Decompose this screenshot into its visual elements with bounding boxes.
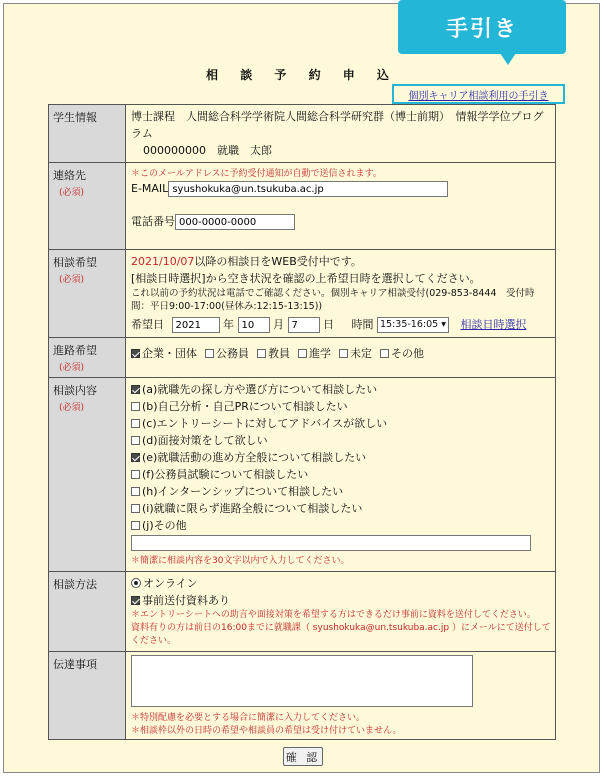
guide-link[interactable]: 個別キャリア相談利用の手引き [392,84,565,104]
content-item[interactable] [131,449,551,466]
content-item-label: (j)その他 [142,519,187,532]
career-option[interactable] [339,347,372,360]
student-id-name: 000000000 就職 太郎 [143,144,272,157]
career-option[interactable] [205,347,249,360]
content-item-label: (b)自己分析・自己PRについて相談したい [142,400,348,413]
application-form [48,104,556,740]
confirm-button[interactable]: 確 認 [283,747,323,766]
label-career: 進路希望 (必須) [49,338,126,378]
career-options [126,338,556,378]
message-textarea[interactable] [131,655,473,707]
row-contact [49,163,556,250]
content-item[interactable] [131,415,551,432]
prior-docs-checkbox[interactable] [131,596,140,605]
email-field[interactable] [168,181,448,197]
career-option[interactable] [380,347,424,360]
content-item-label: (c)エントリーシートに対してアドバイスが欲しい [142,417,388,430]
datetime-select-link[interactable]: 相談日時選択 [460,318,527,331]
day-unit: 日 [323,318,334,331]
content-item[interactable] [131,500,551,517]
label-request: 相談希望 (必須) [49,250,126,338]
day-field[interactable] [288,317,320,333]
career-checkbox[interactable] [339,349,348,358]
request-line1: 以降の相談日をWEB受付中です。 [194,255,362,268]
content-item-label: (a)就職先の探し方や選び方について相談したい [142,383,378,396]
date-label: 希望日 [131,318,164,331]
request-line3: これ以前の予約状況は電話でご確認ください。個別キャリア相談受付(029-853-8444 受付時間：平日9:00-17:00(昼休み:12:15-13:15)) [131,288,535,312]
content-item-label: (h)インターンシップについて相談したい [142,485,344,498]
request-line2: [相談日時選択]から空き状況を確認の上希望日時を選択してください。 [131,272,481,285]
method-note2: 資料有りの方は前日の16:00までに就職課（ syushokuka@un.tsukuba.ac.jp ）にメールにて送付してください。 [131,623,551,646]
career-option-label: 教員 [268,347,290,360]
content-checkbox[interactable] [131,402,140,411]
student-program: 博士課程 人間総合科学学術院人間総合科学研究群（博士前期） 情報学学位プログラム [131,110,544,140]
career-option-label: 未定 [350,347,372,360]
prior-docs-label: 事前送付資料あり [142,594,230,607]
label-content: 相談内容 (必須) [49,378,126,572]
callout-pointer [500,53,516,65]
career-option[interactable] [257,347,290,360]
method-value [126,572,556,652]
career-option-label: 公務員 [216,347,249,360]
content-item-label: (f)公務員試験について相談したい [142,468,309,481]
content-checkbox[interactable] [131,419,140,428]
required-mark: (必須) [59,275,85,285]
month-unit: 月 [273,318,284,331]
year-field[interactable] [172,317,220,333]
row-student-info [49,105,556,163]
available-date: 2021/10/07 [131,255,195,268]
message-note2: ＊相談枠以外の日時の希望や相談員の希望は受け付けていません。 [131,726,402,736]
content-checkbox[interactable] [131,436,140,445]
career-option-label: その他 [391,347,424,360]
content-item[interactable] [131,381,551,398]
label-method: 相談方法 [49,572,126,652]
phone-label: 電話番号 [131,215,175,228]
time-select[interactable]: 15:35-16:05 ▾ [377,317,449,333]
row-content [49,378,556,572]
month-field[interactable] [238,317,270,333]
label-contact: 連絡先 (必須) [49,163,126,250]
chevron-down-icon: ▾ [441,319,446,330]
required-mark: (必須) [59,403,85,413]
career-checkbox[interactable] [380,349,389,358]
content-other-field[interactable] [131,535,531,551]
career-option[interactable] [298,347,331,360]
row-message [49,652,556,740]
content-item[interactable] [131,517,551,534]
year-unit: 年 [223,318,234,331]
content-item[interactable] [131,432,551,449]
content-checkbox[interactable] [131,453,140,462]
email-label: E-MAIL [131,182,169,195]
content-checkbox[interactable] [131,385,140,394]
content-item[interactable] [131,466,551,483]
row-career [49,338,556,378]
phone-field[interactable] [175,214,295,230]
guide-callout: 手引き [398,0,566,54]
career-option-label: 企業・団体 [142,347,197,360]
content-item-label: (e)就職活動の進め方全般について相談したい [142,451,367,464]
row-request [49,250,556,338]
content-checkbox[interactable] [131,470,140,479]
online-label: オンライン [143,577,198,590]
career-checkbox[interactable] [257,349,266,358]
required-mark: (必須) [59,363,85,373]
required-mark: (必須) [59,188,85,198]
request-value [126,250,556,338]
career-option[interactable] [131,347,197,360]
method-note1: ＊エントリーシートへの助言や面接対策を希望する方はできるだけ事前に資料を送付してください。 [131,610,536,620]
content-checkbox[interactable] [131,504,140,513]
content-note: ＊簡潔に相談内容を30文字以内で入力してください。 [131,556,350,566]
student-info-value [126,105,556,163]
career-option-label: 進学 [309,347,331,360]
label-student-info: 学生情報 [49,105,126,163]
content-checkbox[interactable] [131,487,140,496]
page-title: 相 談 予 約 申 込 [206,68,398,82]
contact-value [126,163,556,250]
content-checkbox[interactable] [131,521,140,530]
label-message: 伝達事項 [49,652,126,740]
content-item-label: (i)就職に限らず進路全般について相談したい [142,502,363,515]
row-method [49,572,556,652]
career-checkbox[interactable] [298,349,307,358]
content-value [126,378,556,572]
career-checkbox[interactable] [131,349,140,358]
content-item[interactable] [131,483,551,500]
online-radio[interactable] [131,578,141,588]
career-checkbox[interactable] [205,349,214,358]
message-value [126,652,556,740]
content-item-label: (d)面接対策をして欲しい [142,434,268,447]
email-notice: ＊このメールアドレスに予約受付通知が自動で送信されます。 [131,169,382,179]
content-item[interactable] [131,398,551,415]
message-note1: ＊特別配慮を必要とする場合に簡潔に入力してください。 [131,713,366,723]
time-label: 時間 [351,318,374,331]
